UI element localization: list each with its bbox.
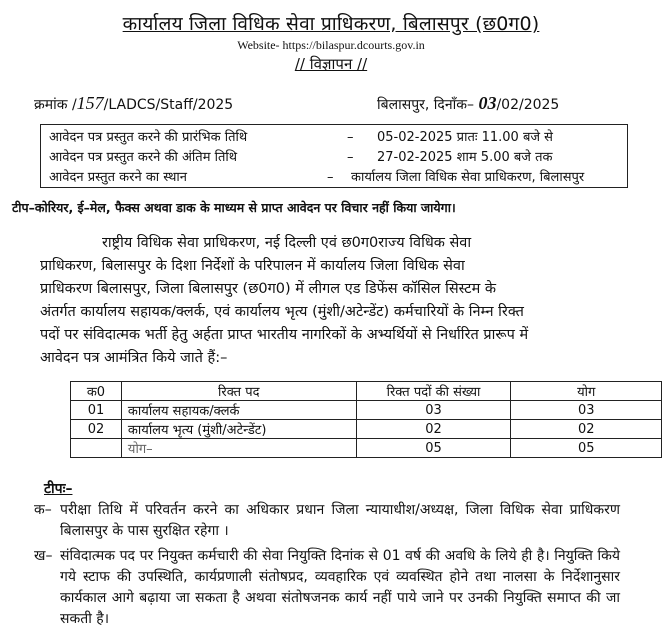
table-header-row: क0 रिक्त पद रिक्त पदों की संख्या योग: [71, 382, 662, 401]
notice-heading: // विज्ञापन //: [294, 55, 368, 73]
table-row: 02 कार्यालय भृत्य (मुंशी/अटेन्डेंट) 02 02: [71, 420, 662, 439]
table-total-row: योग– 05 05: [71, 439, 662, 458]
intro-paragraph: राष्ट्रीय विधिक सेवा प्राधिकरण, नई दिल्ली एवं छ0ग0राज्य विधिक सेवा प्राधिकरण, बिलासपुर के दिशा निर्देशों के परिपालन में कार्यालय जिला विधिक सेवा प्राधिकरण बिलासपुर, जिला बिलासपुर (छ0ग0) में लीगल एड डिफेंस कॉसिल सिस्टम के अंतर्गत कार्यालय सहायक/क्लर्क, एवं कार्यालय भृत्य (मुंशी/अटेन्डेंट) कर्मचारियों के निम्न रिक्त पदों पर संविदात्मक भर्ती हेतु अर्हता प्राप्त भारतीय नागरिकों के अभ्यर्थियों से निर्धारित प्रारूप में आवेदन पत्र आमंत्रित किये जाते हैं:–: [40, 235, 529, 366]
issue-date: बिलासपुर, दिनाँक– 03/02/2025: [377, 93, 560, 113]
vacancy-table: [70, 381, 662, 458]
reference-number: क्रमांक /157/LADCS/Staff/2025: [34, 93, 234, 113]
schedule-row: आवेदन पत्र प्रस्तुत करने की प्रारंभिक तिथि – 05-02-2025 प्रातः 11.00 बजे से: [49, 130, 553, 145]
schedule-box: [40, 124, 628, 188]
schedule-row: आवेदन प्रस्तुत करने का स्थान – कार्यालय जिला विधिक सेवा प्राधिकरण, बिलासपुर: [49, 170, 585, 185]
tips-heading: टीपः–: [44, 481, 73, 497]
handwritten-ref-number: 157: [76, 93, 104, 113]
schedule-row: आवेदन पत्र प्रस्तुत करने की अंतिम तिथि – 27-02-2025 शाम 5.00 बजे तक: [49, 150, 553, 165]
submission-note: टीप–कोरियर, ई–मेल, फैक्स अथवा डाक के माध्यम से प्राप्त आवेदन पर विचार नहीं किया जायेगा।: [12, 200, 456, 215]
handwritten-date-day: 03: [478, 93, 497, 113]
table-row: 01 कार्यालय सहायक/क्लर्क 03 03: [71, 401, 662, 420]
website-line: Website- https://bilaspur.dcourts.gov.in: [237, 38, 425, 52]
office-title: कार्यालय जिला विधिक सेवा प्राधिकरण, बिलासपुर (छ0ग0): [122, 13, 540, 35]
